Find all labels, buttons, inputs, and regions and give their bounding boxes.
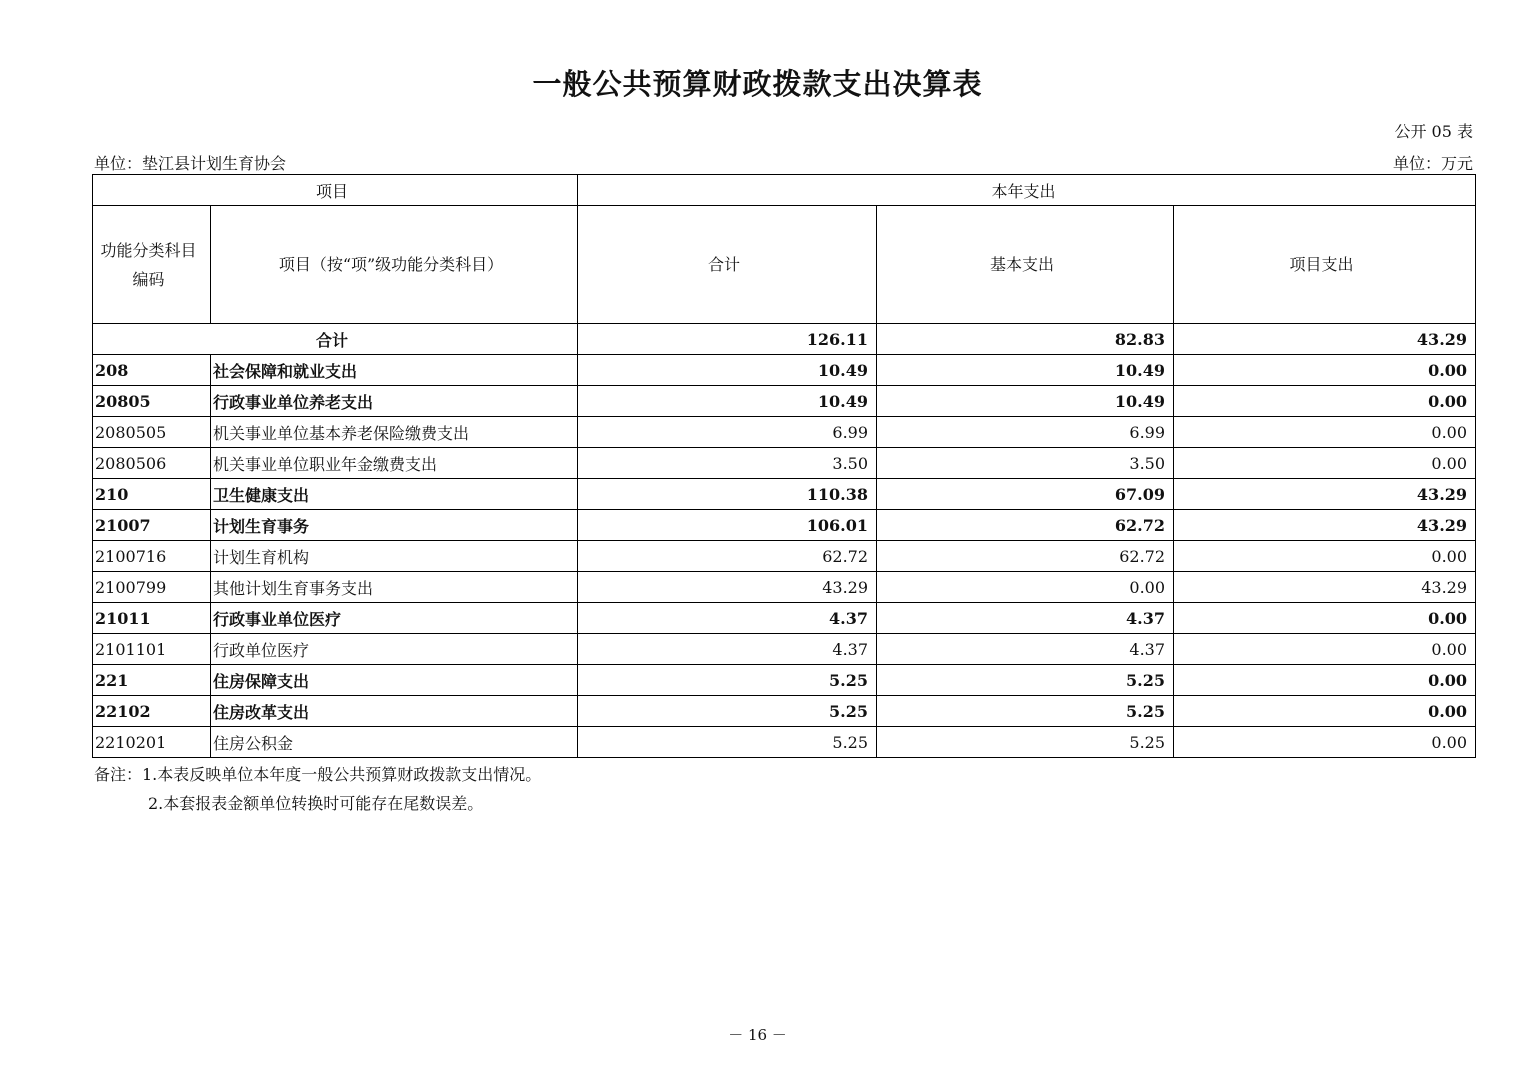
document-title: 一般公共预算财政拨款支出决算表 <box>532 67 983 101</box>
row-project: 0.00 <box>1174 696 1476 727</box>
row-project: 0.00 <box>1174 417 1476 448</box>
row-name: 计划生育事务 <box>211 510 578 541</box>
row-total: 62.72 <box>578 541 877 572</box>
table-row <box>93 479 1476 510</box>
row-name: 住房改革支出 <box>211 696 578 727</box>
row-total: 5.25 <box>578 696 877 727</box>
row-code: 2100799 <box>93 572 211 603</box>
table-row <box>93 355 1476 386</box>
table-row <box>93 417 1476 448</box>
row-project: 0.00 <box>1174 448 1476 479</box>
row-project: 43.29 <box>1174 572 1476 603</box>
total-label: 合计 <box>93 324 578 355</box>
row-code: 208 <box>93 355 211 386</box>
row-total: 4.37 <box>578 603 877 634</box>
total-sum: 126.11 <box>578 324 877 355</box>
row-code: 22102 <box>93 696 211 727</box>
note-line-2: 2.本套报表金额单位转换时可能存在尾数误差。 <box>148 794 484 813</box>
table-row <box>93 541 1476 572</box>
header-item-group: 项目 <box>93 175 578 206</box>
row-total: 5.25 <box>578 665 877 696</box>
row-total: 4.37 <box>578 634 877 665</box>
row-name: 行政事业单位养老支出 <box>211 386 578 417</box>
row-basic: 67.09 <box>877 479 1174 510</box>
row-name: 住房公积金 <box>211 727 578 758</box>
row-project: 0.00 <box>1174 603 1476 634</box>
row-basic: 4.37 <box>877 634 1174 665</box>
header-project: 项目支出 <box>1174 206 1476 324</box>
row-name: 机关事业单位基本养老保险缴费支出 <box>211 417 578 448</box>
row-code: 21007 <box>93 510 211 541</box>
row-total: 6.99 <box>578 417 877 448</box>
notes <box>94 760 541 818</box>
row-name: 行政单位医疗 <box>211 634 578 665</box>
table-row <box>93 665 1476 696</box>
currency-unit: 单位：万元 <box>1392 154 1473 173</box>
row-total: 43.29 <box>578 572 877 603</box>
table-row <box>93 448 1476 479</box>
row-project: 0.00 <box>1174 727 1476 758</box>
row-total: 3.50 <box>578 448 877 479</box>
row-total: 106.01 <box>578 510 877 541</box>
total-project: 43.29 <box>1174 324 1476 355</box>
row-code: 20805 <box>93 386 211 417</box>
form-number: 公开 05 表 <box>1394 122 1473 141</box>
row-project: 43.29 <box>1174 479 1476 510</box>
row-total: 5.25 <box>578 727 877 758</box>
row-code: 221 <box>93 665 211 696</box>
row-code: 2100716 <box>93 541 211 572</box>
row-project: 0.00 <box>1174 665 1476 696</box>
row-code: 21011 <box>93 603 211 634</box>
table-row <box>93 727 1476 758</box>
row-basic: 62.72 <box>877 541 1174 572</box>
row-name: 社会保障和就业支出 <box>211 355 578 386</box>
row-code: 210 <box>93 479 211 510</box>
row-basic: 5.25 <box>877 727 1174 758</box>
row-project: 0.00 <box>1174 386 1476 417</box>
table-row <box>93 603 1476 634</box>
row-project: 0.00 <box>1174 634 1476 665</box>
row-code: 2210201 <box>93 727 211 758</box>
row-project: 0.00 <box>1174 355 1476 386</box>
header-total: 合计 <box>578 206 877 324</box>
row-total: 10.49 <box>578 355 877 386</box>
row-basic: 10.49 <box>877 355 1174 386</box>
row-basic: 5.25 <box>877 665 1174 696</box>
table-row <box>93 386 1476 417</box>
row-total: 10.49 <box>578 386 877 417</box>
row-name: 住房保障支出 <box>211 665 578 696</box>
table-row <box>93 696 1476 727</box>
table-row <box>93 634 1476 665</box>
row-basic: 6.99 <box>877 417 1174 448</box>
row-name: 计划生育机构 <box>211 541 578 572</box>
row-code: 2080506 <box>93 448 211 479</box>
header-expense-group: 本年支出 <box>578 175 1476 206</box>
row-name: 卫生健康支出 <box>211 479 578 510</box>
row-code: 2101101 <box>93 634 211 665</box>
total-row <box>93 324 1476 355</box>
row-name: 机关事业单位职业年金缴费支出 <box>211 448 578 479</box>
page-number: － 16 － <box>728 1026 787 1044</box>
row-name: 其他计划生育事务支出 <box>211 572 578 603</box>
row-basic: 4.37 <box>877 603 1174 634</box>
table-row <box>93 510 1476 541</box>
header-name: 项目（按“项”级功能分类科目） <box>211 206 578 324</box>
row-basic: 5.25 <box>877 696 1174 727</box>
row-total: 110.38 <box>578 479 877 510</box>
expenditure-table <box>92 174 1476 758</box>
row-basic: 10.49 <box>877 386 1174 417</box>
header-basic: 基本支出 <box>877 206 1174 324</box>
total-basic: 82.83 <box>877 324 1174 355</box>
row-basic: 62.72 <box>877 510 1174 541</box>
row-name: 行政事业单位医疗 <box>211 603 578 634</box>
row-basic: 3.50 <box>877 448 1174 479</box>
row-project: 0.00 <box>1174 541 1476 572</box>
table-row <box>93 572 1476 603</box>
row-basic: 0.00 <box>877 572 1174 603</box>
note-line-1: 备注：1.本表反映单位本年度一般公共预算财政拨款支出情况。 <box>94 765 542 784</box>
unit-name: 单位：垫江县计划生育协会 <box>94 154 287 173</box>
header-code: 功能分类科目编码 <box>93 206 211 324</box>
row-code: 2080505 <box>93 417 211 448</box>
row-project: 43.29 <box>1174 510 1476 541</box>
